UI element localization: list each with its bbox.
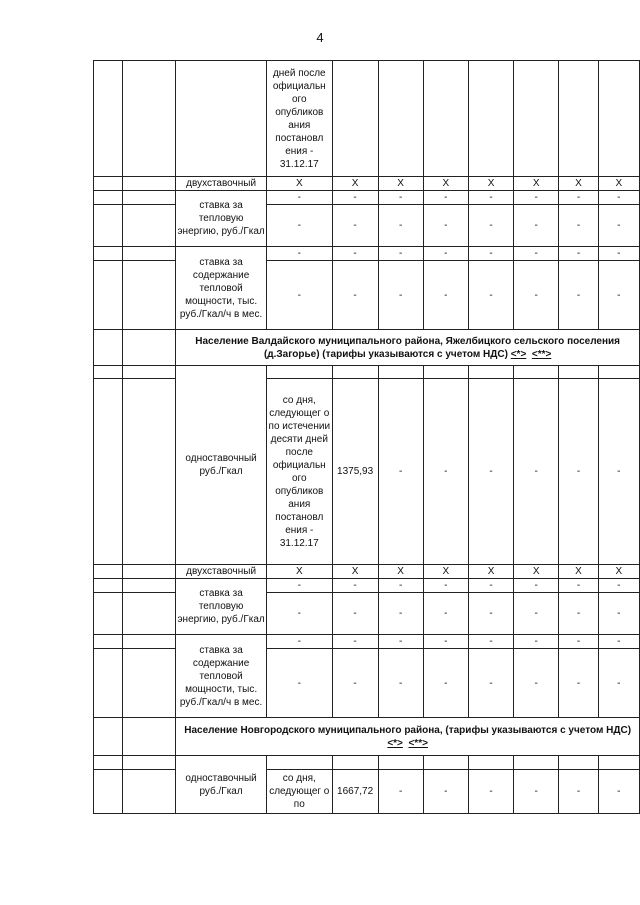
dash-cell: - (514, 247, 559, 261)
dash-cell: - (468, 247, 513, 261)
dash-cell: - (332, 191, 378, 205)
x-cell: X (514, 565, 559, 579)
dash-cell: - (266, 247, 332, 261)
dash-cell: - (598, 649, 639, 718)
dash-cell: - (266, 635, 332, 649)
x-cell: X (266, 177, 332, 191)
dash-cell: - (378, 191, 423, 205)
rate-capacity-label: ставка за содержание тепловой мощности, тыс. руб./Гкал/ч в мес. (176, 247, 267, 330)
x-cell: X (423, 565, 468, 579)
table-row (94, 565, 640, 579)
section-header-row (94, 718, 640, 756)
rate-energy-label: ставка за тепловую энергию, руб./Гкал (176, 579, 267, 635)
section-header (176, 718, 640, 756)
x-cell: X (378, 177, 423, 191)
section-header (176, 330, 640, 366)
dash-cell: - (559, 261, 598, 330)
period-cell: дней после официальн ого опубликов ания постановл ения - 31.12.17 (266, 61, 332, 177)
dash-cell: - (468, 593, 513, 635)
dash-cell: - (514, 205, 559, 247)
x-cell: X (468, 177, 513, 191)
dash-cell: - (598, 191, 639, 205)
dash-cell: - (266, 649, 332, 718)
dash-cell: - (468, 205, 513, 247)
table-row (94, 635, 640, 649)
table-row (94, 379, 640, 565)
x-cell: X (598, 177, 639, 191)
dash-cell: - (266, 593, 332, 635)
dash-cell: - (468, 261, 513, 330)
dash-cell: - (468, 649, 513, 718)
dash-cell: - (514, 191, 559, 205)
footnote-mark: <*> (387, 737, 403, 749)
dash-cell: - (423, 191, 468, 205)
table-row (94, 366, 640, 379)
dash-cell: - (423, 635, 468, 649)
x-cell: X (378, 565, 423, 579)
rate-energy-label: ставка за тепловую энергию, руб./Гкал (176, 191, 267, 247)
table-row (94, 61, 640, 177)
dash-cell: - (468, 191, 513, 205)
dash-cell: - (423, 649, 468, 718)
table-row (94, 247, 640, 261)
footnote-mark: <**> (531, 348, 552, 360)
dash-cell: - (332, 261, 378, 330)
dash-cell: - (423, 579, 468, 593)
dash-cell: - (423, 379, 468, 565)
dash-cell: - (598, 261, 639, 330)
dash-cell: - (559, 579, 598, 593)
dash-cell: - (514, 770, 559, 814)
dash-cell: - (514, 649, 559, 718)
dash-cell: - (514, 635, 559, 649)
x-cell: X (468, 565, 513, 579)
table-row (94, 756, 640, 770)
two-rate-label: двухставочный (176, 177, 267, 191)
dash-cell: - (378, 205, 423, 247)
dash-cell: - (468, 770, 513, 814)
section-title: Население Новгородского муниципального района, (тарифы указываются с учетом НДС) (184, 724, 632, 736)
dash-cell: - (423, 593, 468, 635)
dash-cell: - (598, 770, 639, 814)
dash-cell: - (559, 247, 598, 261)
two-rate-label: двухставочный (176, 565, 267, 579)
dash-cell: - (378, 579, 423, 593)
x-cell: X (514, 177, 559, 191)
x-cell: X (559, 565, 598, 579)
dash-cell: - (378, 261, 423, 330)
period-cell: со дня, следующег о по (266, 770, 332, 814)
dash-cell: - (423, 247, 468, 261)
table-row (94, 770, 640, 814)
dash-cell: - (332, 593, 378, 635)
x-cell: X (266, 565, 332, 579)
dash-cell: - (423, 770, 468, 814)
dash-cell: - (598, 579, 639, 593)
x-cell: X (332, 565, 378, 579)
dash-cell: - (598, 593, 639, 635)
one-rate-label: одноставочный руб./Гкал (176, 756, 267, 814)
dash-cell: - (332, 579, 378, 593)
dash-cell: - (332, 247, 378, 261)
rate-capacity-label: ставка за содержание тепловой мощности, тыс. руб./Гкал/ч в мес. (176, 635, 267, 718)
table-row (94, 593, 640, 635)
dash-cell: - (468, 579, 513, 593)
dash-cell: - (514, 261, 559, 330)
dash-cell: - (378, 593, 423, 635)
dash-cell: - (266, 191, 332, 205)
table-row (94, 205, 640, 247)
table-row (94, 177, 640, 191)
footnote-mark: <**> (408, 737, 428, 749)
x-cell: X (598, 565, 639, 579)
table-row (94, 649, 640, 718)
dash-cell: - (378, 770, 423, 814)
dash-cell: - (514, 579, 559, 593)
dash-cell: - (332, 635, 378, 649)
dash-cell: - (378, 635, 423, 649)
footnote-mark: <*> (510, 348, 527, 360)
dash-cell: - (559, 191, 598, 205)
dash-cell: - (378, 649, 423, 718)
x-cell: X (559, 177, 598, 191)
dash-cell: - (266, 205, 332, 247)
dash-cell: - (514, 593, 559, 635)
tariff-value: 1667,72 (332, 770, 378, 814)
x-cell: X (423, 177, 468, 191)
dash-cell: - (598, 247, 639, 261)
dash-cell: - (559, 770, 598, 814)
section-title: Население Валдайского муниципального района, Яжелбицкого сельского поселения (д.Загорье) (тарифы указываются с учетом НДС) (195, 335, 621, 360)
dash-cell: - (378, 379, 423, 565)
dash-cell: - (559, 649, 598, 718)
page-number: 4 (316, 30, 324, 45)
dash-cell: - (332, 649, 378, 718)
dash-cell: - (423, 261, 468, 330)
table-row (94, 191, 640, 205)
dash-cell: - (514, 379, 559, 565)
dash-cell: - (423, 205, 468, 247)
one-rate-label: одноставочный руб./Гкал (176, 366, 267, 565)
table-row (94, 579, 640, 593)
dash-cell: - (559, 205, 598, 247)
dash-cell: - (598, 635, 639, 649)
dash-cell: - (598, 205, 639, 247)
dash-cell: - (266, 579, 332, 593)
dash-cell: - (468, 379, 513, 565)
table-row (94, 261, 640, 330)
dash-cell: - (598, 379, 639, 565)
dash-cell: - (559, 635, 598, 649)
dash-cell: - (266, 261, 332, 330)
period-cell: со дня, следующег о по истечении десяти дней после официальн ого опубликов ания постановл ения - 31.12.17 (266, 379, 332, 565)
dash-cell: - (559, 593, 598, 635)
dash-cell: - (378, 247, 423, 261)
x-cell: X (332, 177, 378, 191)
section-header-row (94, 330, 640, 366)
tariff-table (93, 60, 640, 814)
dash-cell: - (332, 205, 378, 247)
dash-cell: - (468, 635, 513, 649)
dash-cell: - (559, 379, 598, 565)
tariff-value: 1375,93 (332, 379, 378, 565)
